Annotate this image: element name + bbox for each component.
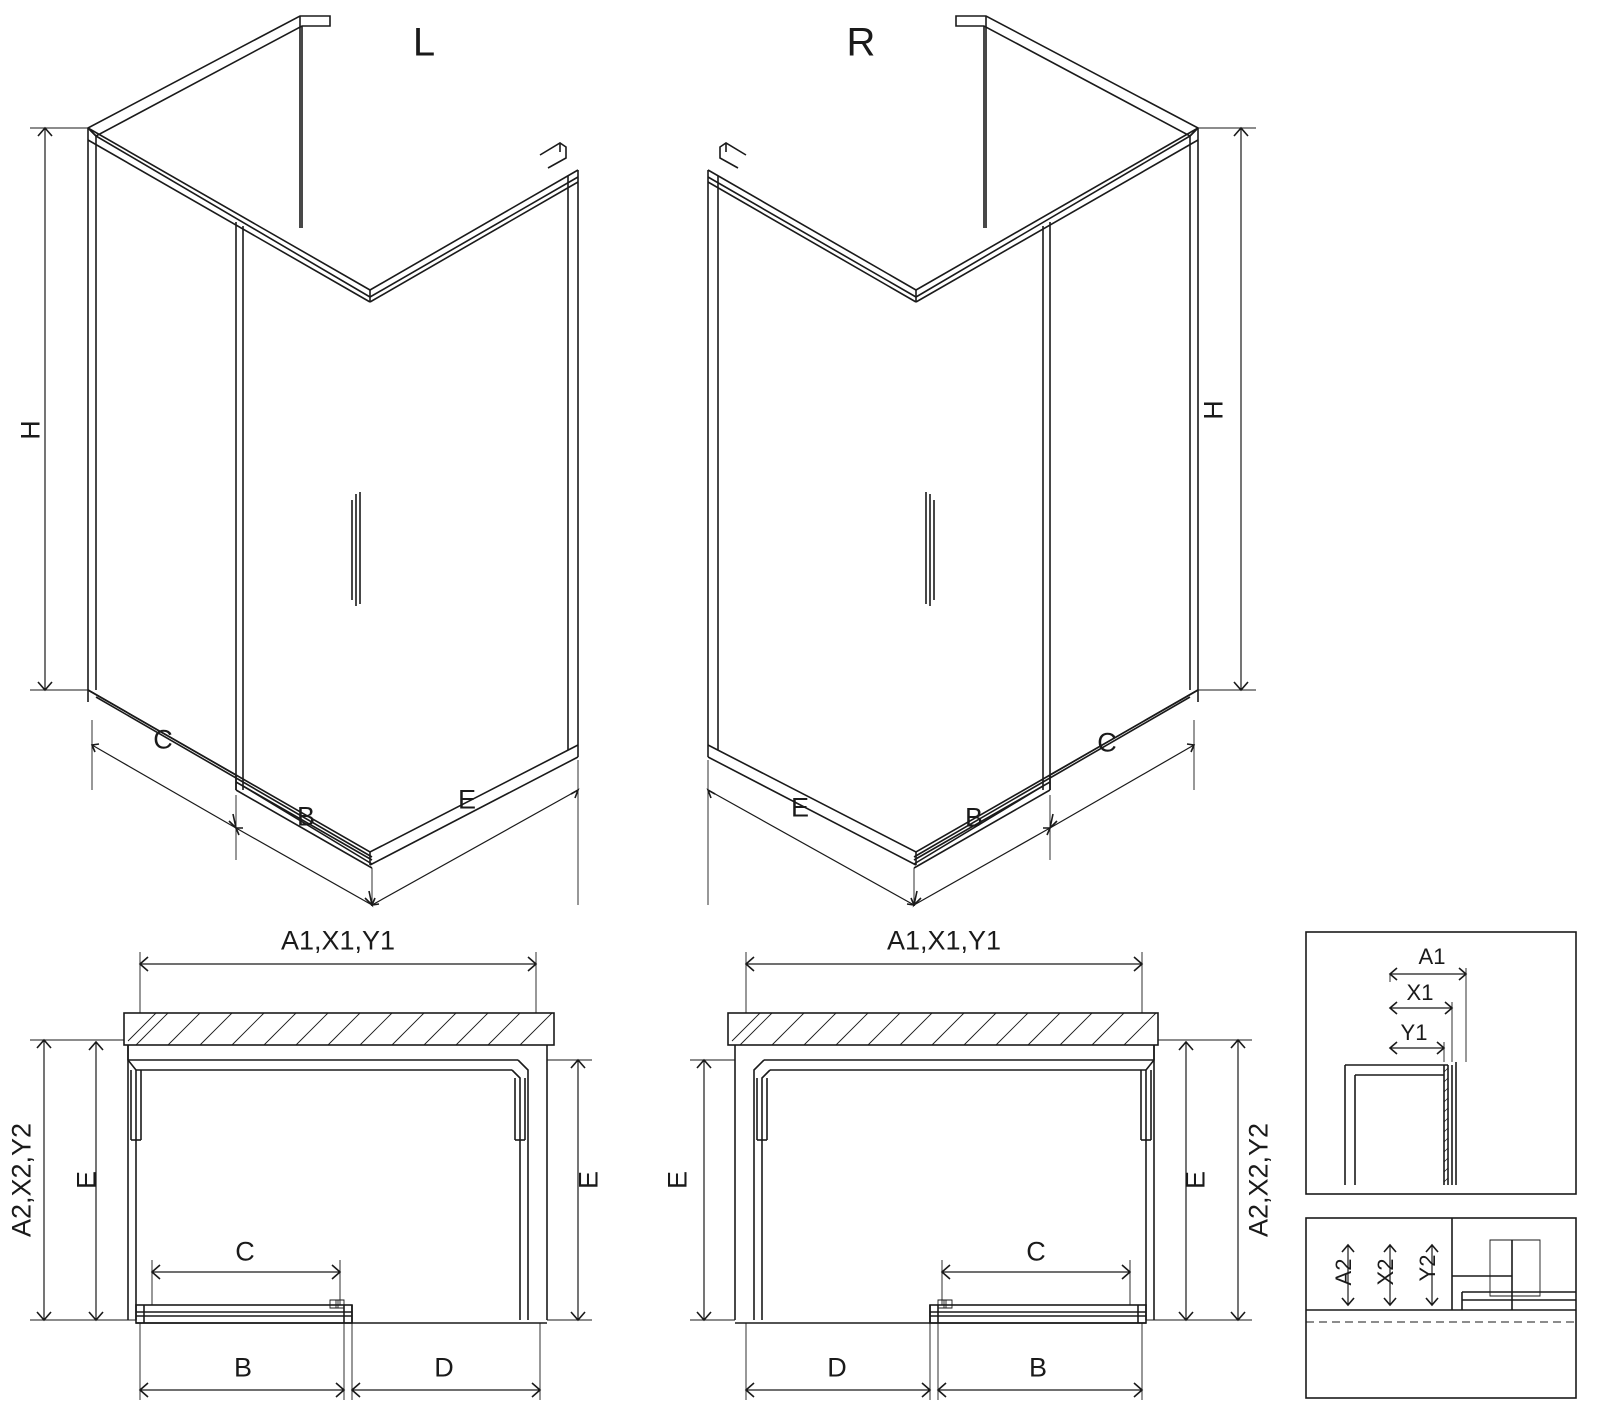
dim-iso-right-C: C	[1097, 727, 1117, 758]
dim-detail-top-Y1: Y1	[1400, 1020, 1428, 1045]
dim-plan-right-E-right: E	[1180, 1170, 1211, 1190]
dim-plan-right-E-left: E	[662, 1170, 693, 1190]
variant-label-L: L	[412, 20, 436, 65]
dim-detail-top-X1: X1	[1406, 980, 1434, 1005]
dim-plan-left-E-right: E	[573, 1170, 604, 1190]
dim-iso-right-E: E	[790, 792, 810, 823]
dim-iso-right-H: H	[1198, 400, 1229, 420]
dim-plan-right-B: B	[1028, 1352, 1048, 1383]
dim-plan-left-D: D	[434, 1352, 454, 1383]
dim-iso-left-C: C	[153, 724, 173, 755]
dim-detail-bottom-Y2: Y2	[1415, 1254, 1440, 1282]
dim-plan-right-D: D	[827, 1352, 847, 1383]
dim-plan-right-C: C	[1026, 1236, 1046, 1267]
dim-iso-left-E: E	[457, 784, 477, 815]
dim-iso-right-B: B	[964, 802, 984, 833]
dim-plan-left-B: B	[233, 1352, 253, 1383]
variant-label-R: R	[846, 20, 876, 65]
dim-iso-left-B: B	[296, 801, 316, 832]
dim-plan-left-A2X2Y2: A2,X2,Y2	[6, 1122, 37, 1238]
dim-plan-left-C: C	[235, 1236, 255, 1267]
dim-plan-right-A2X2Y2: A2,X2,Y2	[1243, 1122, 1274, 1238]
dim-detail-bottom-X2: X2	[1373, 1258, 1398, 1286]
dim-plan-right-A1X1Y1: A1,X1,Y1	[886, 925, 1002, 956]
dim-plan-left-E-left: E	[71, 1170, 102, 1190]
dim-iso-left-H: H	[15, 420, 46, 440]
dim-detail-bottom-A2: A2	[1331, 1258, 1356, 1286]
dim-plan-left-A1X1Y1: A1,X1,Y1	[280, 925, 396, 956]
dim-detail-top-A1: A1	[1418, 944, 1446, 969]
